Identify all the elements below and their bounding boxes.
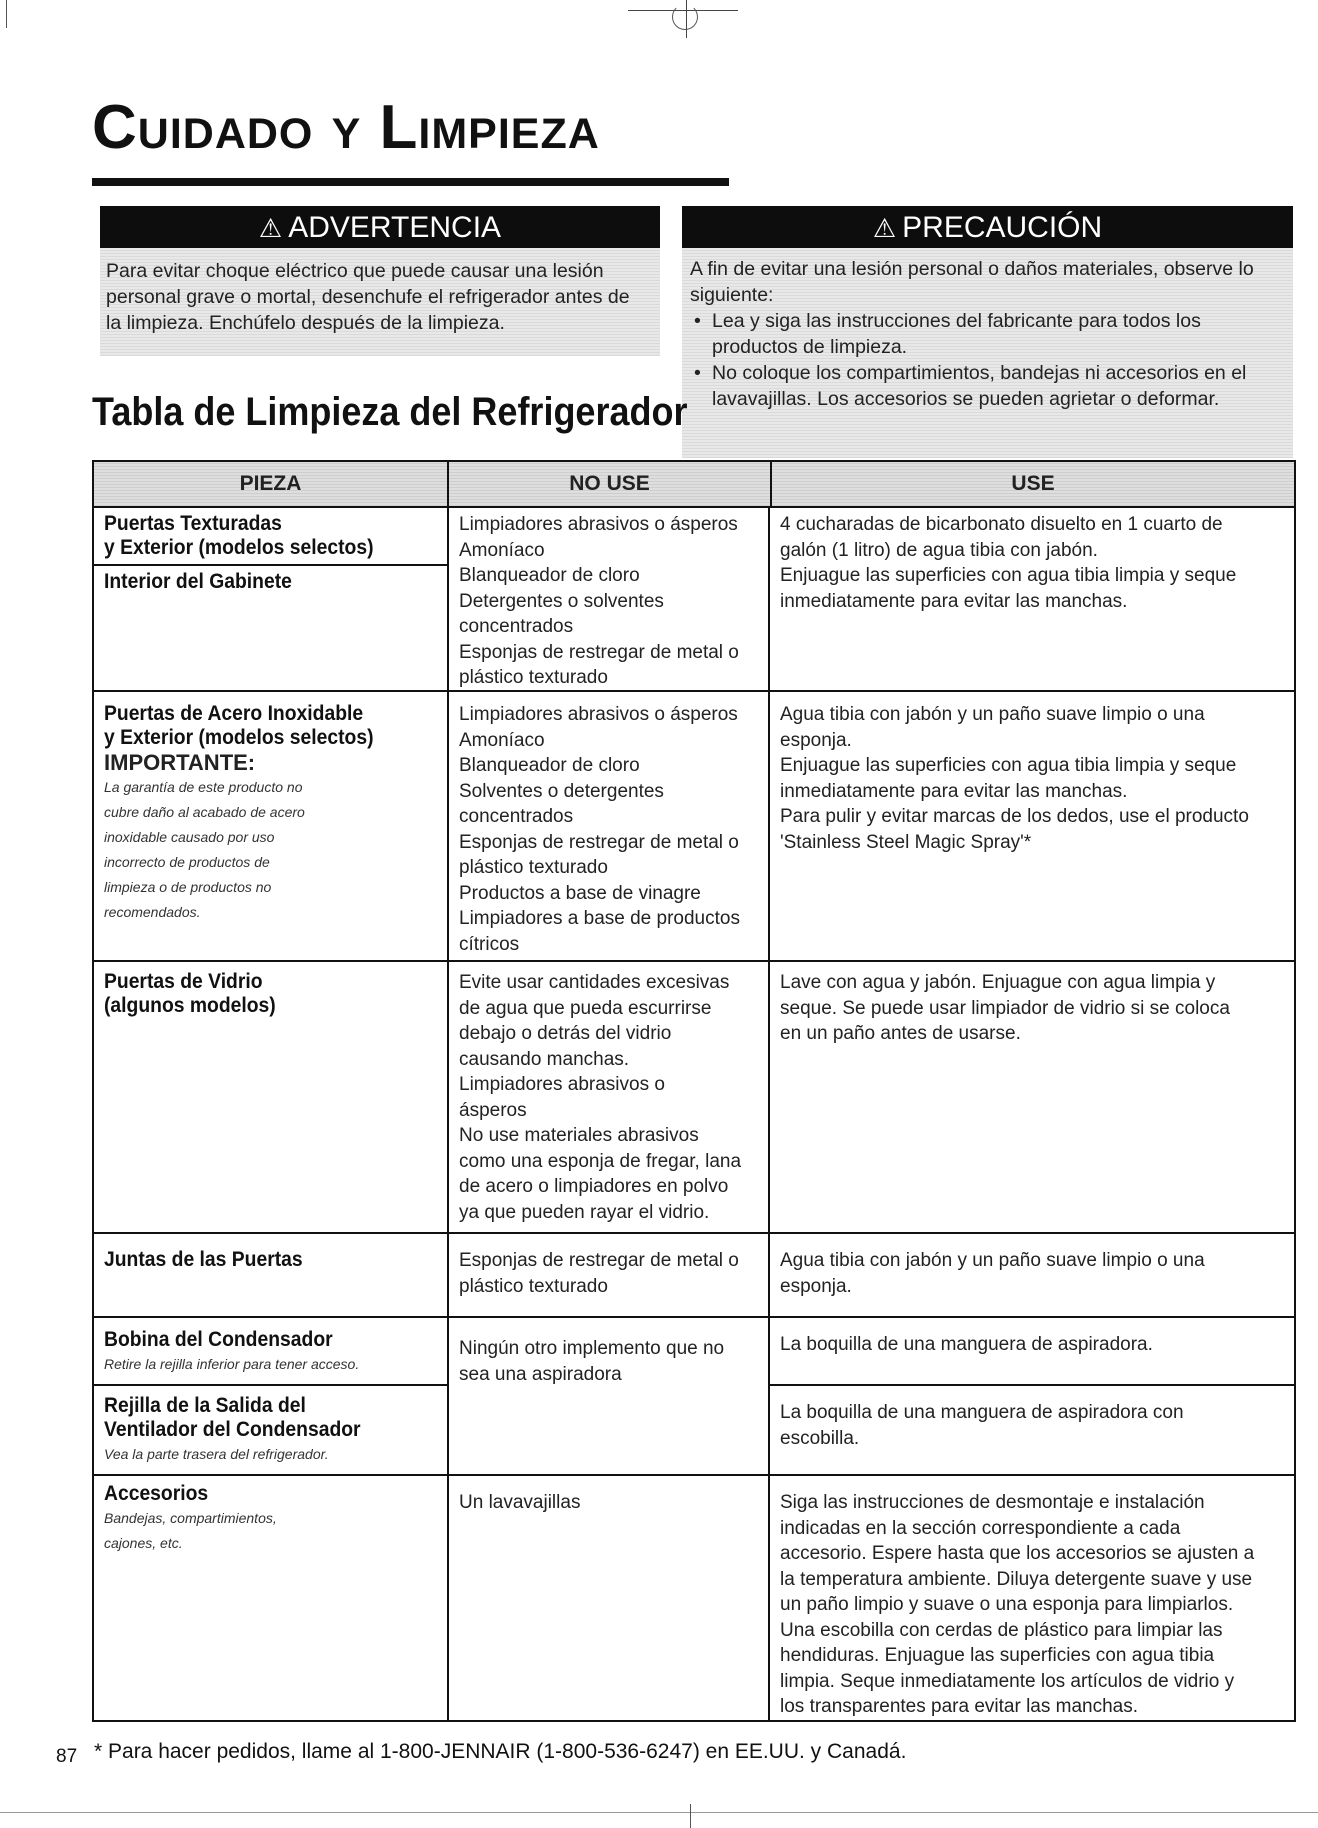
page-title: Cuidado y Limpieza [92, 93, 600, 162]
title-rule [92, 178, 729, 186]
footnote: * Para hacer pedidos, llame al 1-800-JENNAIR (1-800-536-6247) en EE.UU. y Canadá. [94, 1740, 907, 1763]
bottom-rule [0, 1812, 1318, 1813]
part-name: Puertas Texturadas [104, 512, 282, 535]
part-cell [94, 1234, 447, 1316]
part-cell [94, 962, 447, 1232]
table-row [94, 1318, 1294, 1476]
part-name: Rejilla de la Salida del [104, 1394, 306, 1417]
use-text: La boquilla de una manguera de aspiradora con escobilla. [780, 1402, 1184, 1449]
part-note: Retire la rejilla inferior para tener acceso. [104, 1356, 360, 1372]
use-text: La boquilla de una manguera de aspiradora. [770, 1318, 1294, 1386]
table-row [94, 508, 1294, 692]
page-number: 87 [56, 1746, 78, 1767]
caution-box [682, 206, 1293, 458]
part-name: Ventilador del Condensador [104, 1418, 361, 1441]
part-name: Juntas de las Puertas [104, 1248, 303, 1271]
table-row [94, 692, 1294, 962]
part-name: Accesorios [104, 1482, 209, 1505]
warning-text: Para evitar choque eléctrico que puede causar una lesión personal grave o mortal, desenchufe el refrigerador antes de la limpieza. Enchúfelo después de la limpieza. [106, 260, 630, 334]
use-cell: 4 cucharadas de bicarbonato disuelto en 1 cuarto de galón (1 litro) de agua tibia con jabón. Enjuague las superficies con agua tibia limpia y seque inmediatamente para evitar las manchas. [768, 508, 1294, 690]
part-note: La garantía de este producto no cubre daño al acabado de acero inoxidable causado por uso incorrecto de productos de limpieza o de productos no recomendados. [104, 779, 305, 920]
cleaning-table [92, 460, 1296, 1722]
warning-heading: ADVERTENCIA [288, 211, 502, 244]
no-use-cell: Un lavavajillas [447, 1476, 768, 1720]
header-pieza: PIEZA [239, 472, 302, 495]
part-name: (algunos modelos) [104, 994, 276, 1017]
part-name: Bobina del Condensador [104, 1328, 333, 1351]
no-use-cell: Limpiadores abrasivos o ásperos Amoníaco Blanqueador de cloro Detergentes o solventes concentrados Esponjas de restregar de metal o plástico texturado [447, 508, 768, 690]
header-use: USE [770, 462, 1294, 506]
use-cell: Agua tibia con jabón y un paño suave limpio o una esponja. Enjuague las superficies con agua tibia limpia y seque inmediatamente para evitar las manchas. Para pulir y evitar marcas de los dedos, use el producto 'Stainless Steel Magic Spray'* [768, 692, 1294, 960]
part-name: y Exterior (modelos selectos) [104, 726, 374, 749]
no-use-cell: Evite usar cantidades excesivas de agua que pueda escurrirse debajo o detrás del vidrio causando manchas. Limpiadores abrasivos o ásperos No use materiales abrasivos como una esponja de fregar, lana de acero o limpiadores en polvo ya que pueden rayar el vidrio. [447, 962, 768, 1232]
caution-header [682, 206, 1293, 248]
warning-triangle-icon: ⚠ [258, 213, 283, 243]
caution-intro: A fin de evitar una lesión personal o daños materiales, observe lo siguiente: [690, 258, 1254, 306]
use-cell [768, 1318, 1294, 1474]
part-name: Puertas de Acero Inoxidable [104, 702, 364, 725]
warning-box [100, 206, 660, 356]
part-name: y Exterior (modelos selectos) [104, 536, 374, 559]
table-row [94, 1234, 1294, 1318]
use-cell: Lave con agua y jabón. Enjuague con agua limpia y seque. Se puede usar limpiador de vidrio si se coloca en un paño antes de usarse. [768, 962, 1294, 1232]
part-cell [94, 1318, 447, 1474]
caution-heading: PRECAUCIÓN [902, 211, 1103, 244]
use-cell: Siga las instrucciones de desmontaje e instalación indicadas en la sección correspondiente a cada accesorio. Espere hasta que los accesorios se ajusten a la temperatura ambiente. Diluya detergente suave y use un paño limpio y suave o una esponja para limpiarlos. Una escobilla con cerdas de plástico para limpiar las hendiduras. Enjuague las superficies con agua tibia limpia. Seque inmediatamente los artículos de vidrio y los transparentes para evitar las manchas. [768, 1476, 1294, 1720]
no-use-cell: Ningún otro implemento que no sea una aspiradora [447, 1318, 768, 1474]
part-name: Puertas de Vidrio [104, 970, 263, 993]
table-header [94, 460, 1294, 508]
crop-mark [690, 1804, 691, 1828]
table-row [94, 1476, 1294, 1720]
use-cell: Agua tibia con jabón y un paño suave limpio o una esponja. [768, 1234, 1294, 1316]
no-use-cell: Esponjas de restregar de metal o plástico texturado [447, 1234, 768, 1316]
warning-triangle-icon: ⚠ [872, 213, 897, 243]
part-name: Interior del Gabinete [104, 570, 292, 593]
part-cell [94, 508, 447, 690]
crop-mark [6, 0, 7, 28]
part-cell [94, 1476, 447, 1720]
part-cell [94, 692, 447, 960]
caution-item: • Lea y siga las instrucciones del fabricante para todos los productos de limpieza. [690, 308, 1285, 360]
warning-header [100, 206, 660, 248]
caution-body [682, 248, 1293, 458]
table-title: Tabla de Limpieza del Refrigerador [92, 390, 688, 434]
table-row [94, 962, 1294, 1234]
part-note: Bandejas, compartimientos, cajones, etc. [104, 1510, 277, 1551]
warning-body [100, 248, 660, 356]
registration-circle [672, 4, 698, 30]
important-label: IMPORTANTE: [104, 750, 256, 775]
caution-list [690, 308, 1285, 412]
header-no-use: NO USE [447, 462, 770, 506]
caution-item: • No coloque los compartimientos, bandejas ni accesorios en el lavavajillas. Los accesorios se pueden agrietar o deformar. [690, 360, 1285, 412]
no-use-cell: Limpiadores abrasivos o ásperos Amoníaco Blanqueador de cloro Solventes o detergentes concentrados Esponjas de restregar de metal o plástico texturado Productos a base de vinagre Limpiadores a base de productos cítricos [447, 692, 768, 960]
part-note: Vea la parte trasera del refrigerador. [104, 1446, 329, 1462]
